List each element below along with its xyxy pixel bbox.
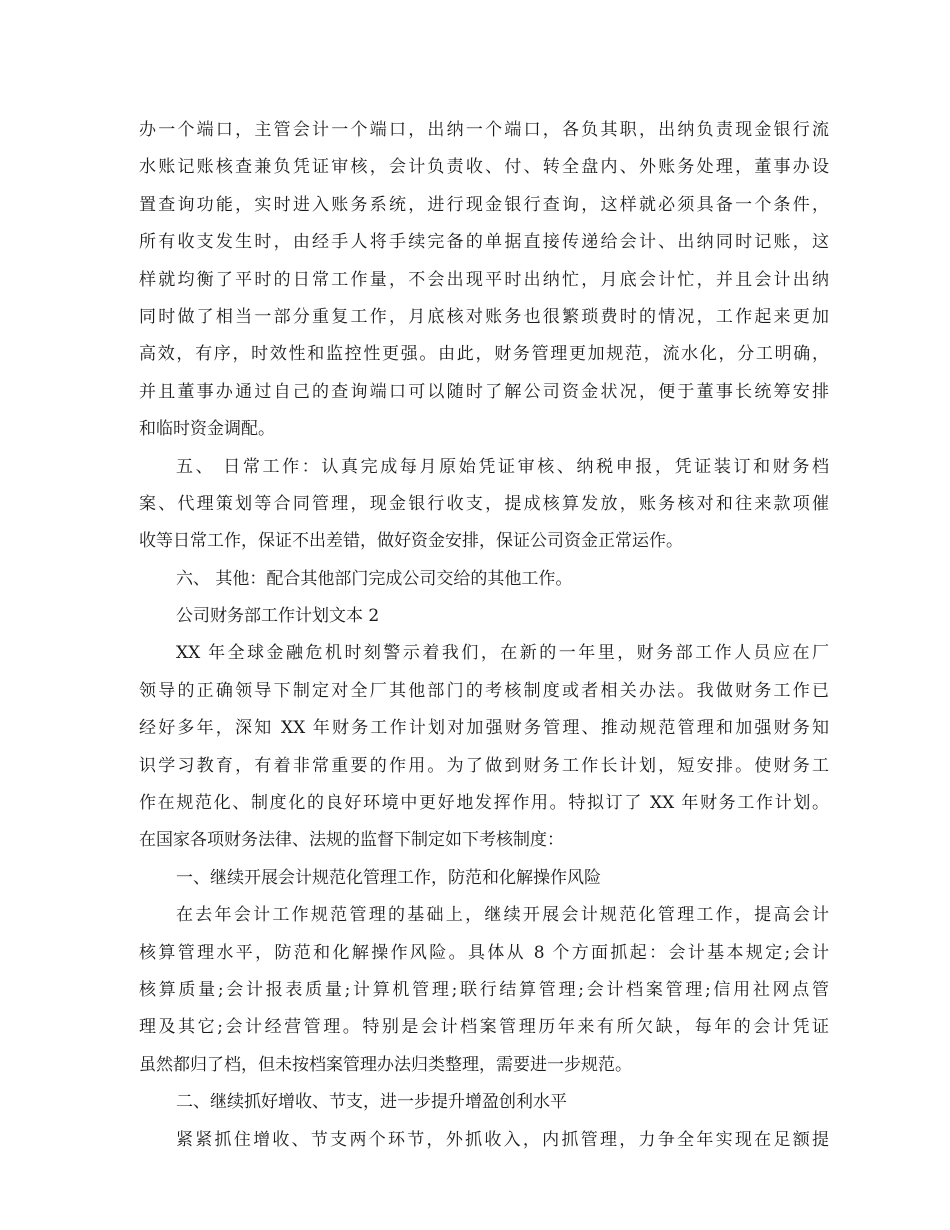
text-line: 理及其它;会计经营管理。特别是会计档案管理历年来有所欠缺，每年的会计凭证 — [139, 1017, 829, 1038]
text-line: 虽然都归了档，但未按档案管理办法归类整理，需要进一步规范。 — [139, 1054, 632, 1075]
section-heading-two: 二、继续抓好增收、节支，进一步提升增盈创利水平 — [176, 1092, 567, 1113]
text-line: 置查询功能，实时进入账务系统，进行现金银行查询，这样就必须具备一个条件， — [139, 194, 829, 215]
text-line: 高效，有序，时效性和监控性更强。由此，财务管理更加规范，流水化，分工明确， — [139, 344, 829, 365]
text-line: 核算管理水平，防范和化解操作风险。具体从 8 个方面抓起：会计基本规定;会计 — [139, 942, 829, 963]
text-line: 样就均衡了平时的日常工作量，不会出现平时出纳忙，月底会计忙，并且会计出纳 — [139, 269, 829, 290]
text-line: 案、代理策划等合同管理，现金银行收支，提成核算发放，账务核对和往来款项催 — [139, 493, 829, 514]
text-line: 和临时资金调配。 — [139, 419, 275, 440]
text-line: 收等日常工作，保证不出差错，做好资金安排，保证公司资金正常运作。 — [139, 531, 683, 552]
document-subtitle: 公司财务部工作计划文本 2 — [176, 606, 380, 627]
text-line: 同时做了相当一部分重复工作，月底核对账务也很繁琐费时的情况，工作起来更加 — [139, 306, 829, 327]
text-line: 紧紧抓住增收、节支两个环节，外抓收入，内抓管理，力争全年实现在足额提 — [176, 1129, 829, 1150]
text-line: 识学习教育，有着非常重要的作用。为了做到财务工作长计划，短安排。使财务工 — [139, 755, 829, 776]
text-line: 在去年会计工作规范管理的基础上，继续开展会计规范化管理工作，提高会计 — [176, 905, 829, 926]
text-line: 在国家各项财务法律、法规的监督下制定如下考核制度： — [139, 830, 564, 851]
text-line: XX 年全球金融危机时刻警示着我们，在新的一年里，财务部工作人员应在厂 — [176, 643, 829, 664]
text-line: 办一个端口，主管会计一个端口，出纳一个端口，各负其职，出纳负责现金银行流 — [139, 120, 829, 140]
text-line: 水账记账核查兼负凭证审核，会计负责收、付、转全盘内、外账务处理，董事办设 — [139, 157, 829, 178]
section-heading-five: 五、 日常工作：认真完成每月原始凭证审核、纳税申报，凭证装订和财务档 — [176, 456, 829, 477]
text-line: 经好多年，深知 XX 年财务工作计划对加强财务管理、推动规范管理和加强财务知 — [139, 718, 829, 739]
section-heading-one: 一、继续开展会计规范化管理工作，防范和化解操作风险 — [176, 867, 601, 888]
section-heading-six: 六、 其他：配合其他部门完成公司交给的其他工作。 — [176, 568, 573, 589]
text-line: 领导的正确领导下制定对全厂其他部门的考核制度或者相关办法。我做财务工作已 — [139, 680, 829, 701]
text-line: 并且董事办通过自己的查询端口可以随时了解公司资金状况，便于董事长统筹安排 — [139, 381, 829, 402]
text-line: 核算质量;会计报表质量;计算机管理;联行结算管理;会计档案管理;信用社网点管 — [139, 979, 829, 1000]
text-line: 作在规范化、制度化的良好环境中更好地发挥作用。特拟订了 XX 年财务工作计划。 — [139, 793, 829, 814]
document-body — [139, 112, 829, 1159]
text-line: 所有收支发生时，由经手人将手续完备的单据直接传递给会计、出纳同时记账，这 — [139, 232, 829, 253]
